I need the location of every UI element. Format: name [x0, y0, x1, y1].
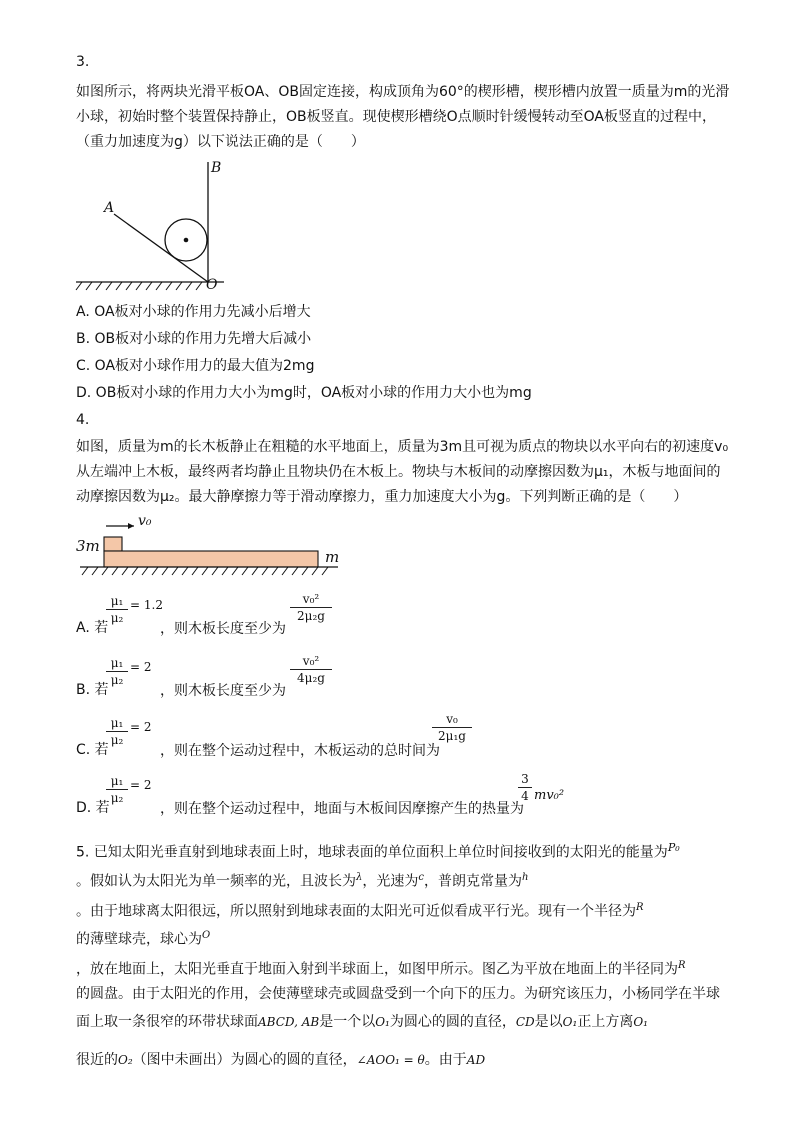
q5-line4: 的薄壁球壳，球心为$^O$	[76, 930, 211, 948]
plate-OA	[114, 214, 208, 282]
q5-line1: 5. 已知太阳光垂直射到地球表面上时，地球表面的单位面积上单位时间接收到的太阳光的能量为$^{P_0}$	[76, 841, 680, 861]
q4-text-line3: 动摩擦因数为μ₂。最大静摩擦力等于滑动摩擦力，重力加速度大小为g。下列判断正确的是（ ）	[76, 489, 688, 505]
q3-option-b: B. OB板对小球的作用力先增大后减小	[76, 331, 312, 347]
q4-board-figure	[76, 512, 346, 578]
q3-option-d: D. OB板对小球的作用力大小为mg时，OA板对小球的作用力大小也为mg	[76, 385, 532, 401]
q3-text-line2: 小球，初始时整个装置保持静止，OB板竖直。现使楔形槽绕O点顺时针缓慢转动至OA板竖直的过程中，	[76, 109, 716, 125]
q4-text-line2: 从左端冲上木板，最终两者均静止且物块仍在木板上。物块与木板间的动摩擦因数为μ₁，木板与地面间的	[76, 464, 721, 480]
block	[104, 537, 122, 551]
q5-line3: 。由于地球离太阳很远，所以照射到地球表面的太阳光可近似看成平行光。现有一个半径为$^R$	[76, 902, 644, 920]
q3-label-B: B	[211, 160, 222, 176]
q5-line8: 很近的O₂（图中未画出）为圆心的圆的直径，∠AOO₁ = θ。由于AD	[76, 1052, 486, 1068]
q4-label-m: m	[325, 548, 340, 566]
q3-text-line1: 如图所示，将两块光滑平板OA、OB固定连接，构成顶角为60°的楔形槽，楔形槽内放置一质量为m的光滑	[76, 84, 730, 100]
q5-line7: 面上取一条很窄的环带状球面ABCD, AB是一个以O₁为圆心的圆的直径，CD是以O₁正上方离O₁	[76, 1014, 648, 1030]
q3-option-c: C. OA板对小球作用力的最大值为2mg	[76, 358, 315, 374]
q3-label-A: A	[104, 200, 115, 216]
q3-number: 3.	[76, 54, 90, 70]
q3-text-line3: （重力加速度为g）以下说法正确的是（ ）	[76, 134, 365, 150]
q3-option-a: A. OA板对小球的作用力先减小后增大	[76, 304, 311, 320]
q3-label-O: O	[206, 277, 218, 293]
board	[104, 551, 318, 567]
q4-label-v0: v₀	[138, 513, 152, 529]
q5-line2: 。假如认为太阳光为单一频率的光，且波长为$^\lambda$，光速为$^c$，普朗克常量为$^h$	[76, 872, 529, 890]
q4-label-3m: 3m	[76, 537, 100, 555]
q5-line5: ，放在地面上，太阳光垂直于地面入射到半球面上，如图甲所示。图乙为平放在地面上的半径同为$^R$	[76, 960, 686, 978]
q4-number: 4.	[76, 412, 90, 428]
q5-line6: 的圆盘。由于太阳光的作用，会使薄壁球壳或圆盘受到一个向下的压力。为研究该压力，小杨同学在半球	[76, 986, 720, 1002]
q4-text-line1: 如图，质量为m的长木板静止在粗糙的水平地面上，质量为3m且可视为质点的物块以水平向右的初速度v₀	[76, 439, 729, 455]
